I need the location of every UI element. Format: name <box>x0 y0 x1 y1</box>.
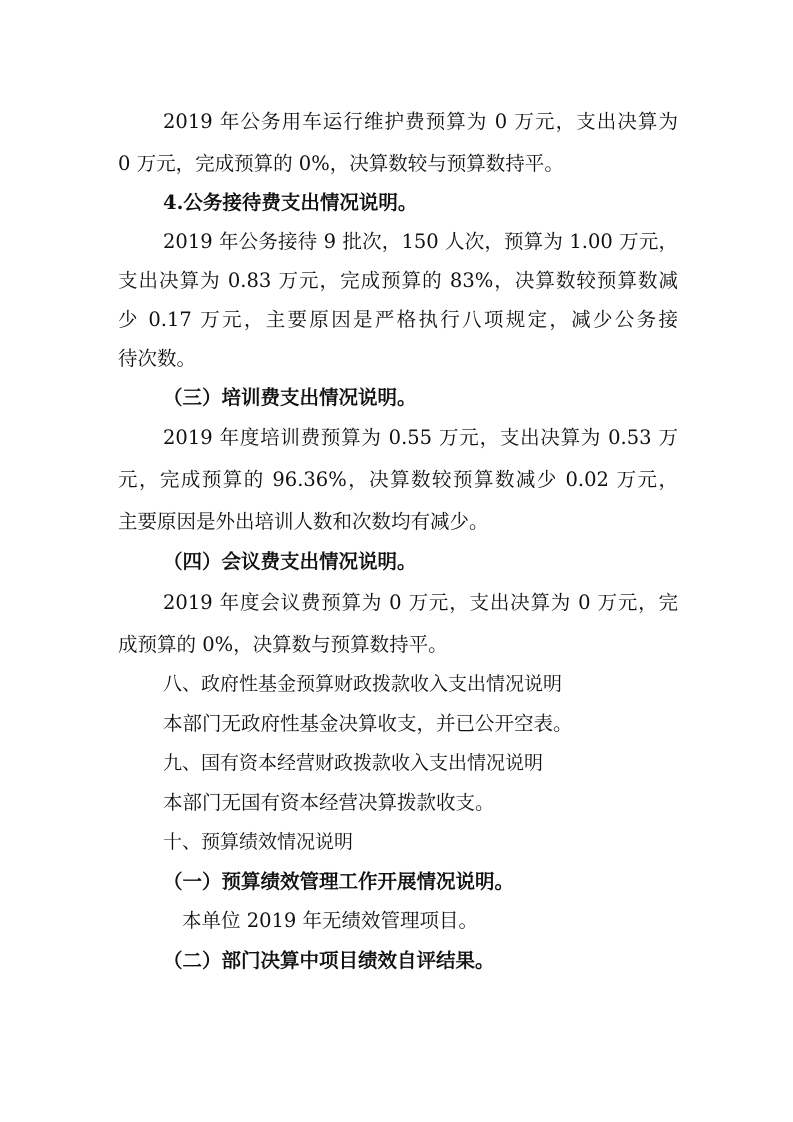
paragraph-line: 本部门无政府性基金决算收支，并已公开空表。 <box>163 712 573 735</box>
section-heading: （三）培训费支出情况说明。 <box>163 386 417 409</box>
chapter-heading: 八、政府性基金预算财政拨款收入支出情况说明 <box>163 673 563 695</box>
section-heading: （二）部门决算中项目绩效自评结果。 <box>163 949 495 972</box>
paragraph-line: 2019 年公务接待 9 批次，150 人次，预算为 1.00 万元， <box>163 230 678 253</box>
paragraph-line: 2019 年公务用车运行维护费预算为 0 万元，支出决算为 <box>163 110 678 133</box>
paragraph-line: 主要原因是外出培训人数和次数均有减少。 <box>118 510 489 533</box>
paragraph-line: 待次数。 <box>118 347 197 370</box>
paragraph-line: 元，完成预算的 96.36%，决算数较预算数减少 0.02 万元， <box>118 468 678 491</box>
paragraph-line: 成预算的 0%，决算数与预算数持平。 <box>118 633 448 656</box>
paragraph-line: 本部门无国有资本经营决算拨款收支。 <box>163 791 495 814</box>
chapter-heading: 九、国有资本经营财政拨款收入支出情况说明 <box>163 752 544 774</box>
chapter-heading: 十、预算绩效情况说明 <box>163 831 354 853</box>
paragraph-line: 2019 年度会议费预算为 0 万元，支出决算为 0 万元，完 <box>163 591 678 614</box>
section-heading: 4.公务接待费支出情况说明。 <box>163 191 418 214</box>
paragraph-line: 本单位 2019 年无绩效管理项目。 <box>182 909 479 932</box>
paragraph-line: 少 0.17 万元，主要原因是严格执行八项规定，减少公务接 <box>118 308 678 331</box>
paragraph-line: 支出决算为 0.83 万元，完成预算的 83%，决算数较预算数减 <box>118 269 678 292</box>
paragraph-line: 0 万元，完成预算的 0%，决算数较与预算数持平。 <box>118 152 564 175</box>
section-heading: （四）会议费支出情况说明。 <box>163 550 417 573</box>
paragraph-line: 2019 年度培训费预算为 0.55 万元，支出决算为 0.53 万 <box>163 426 678 449</box>
section-heading: （一）预算绩效管理工作开展情况说明。 <box>163 870 515 893</box>
